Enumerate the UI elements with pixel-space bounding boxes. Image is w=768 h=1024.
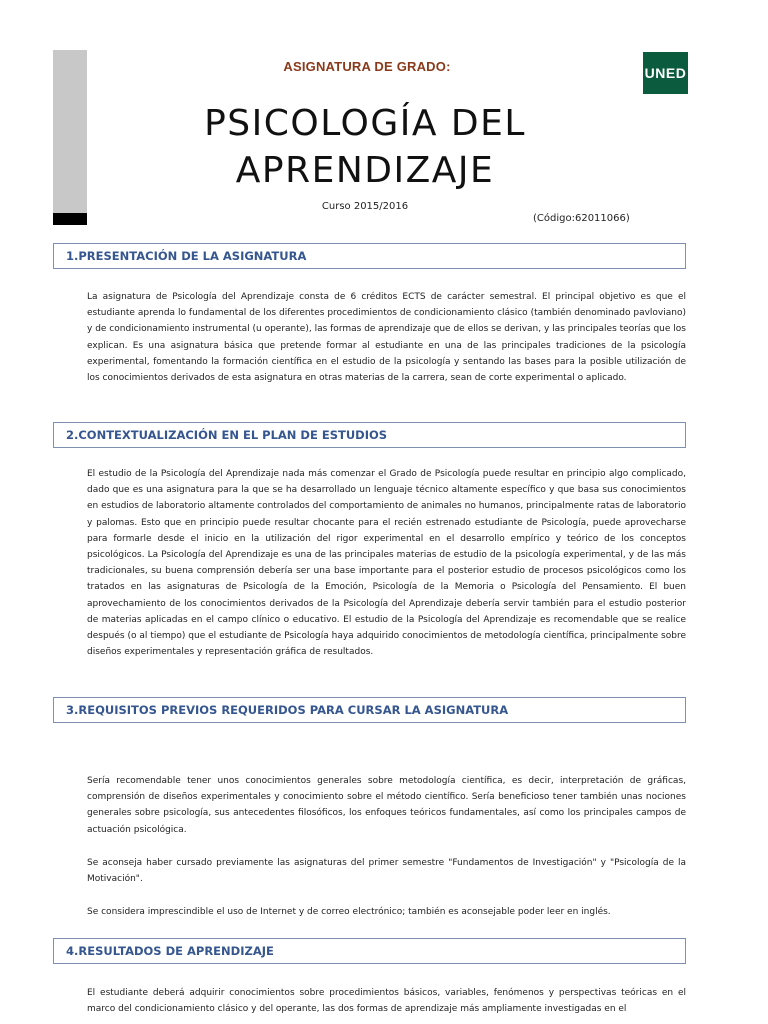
decorative-side-block (53, 213, 87, 225)
course-year: Curso 2015/2016 (321, 201, 409, 212)
title-line-1: PSICOLOGÍA DEL (204, 103, 526, 144)
title-line-2: APRENDIZAJE (235, 150, 495, 191)
section-paragraph: Se considera imprescindible el uso de Internet y de correo electrónico; también es aconsejable poder leer en inglés. (87, 907, 611, 917)
section-heading-learning-outcomes: 4.RESULTADOS DE APRENDIZAJE (53, 938, 686, 964)
section-paragraph: El estudiante deberá adquirir conocimientos sobre procedimientos básicos, variables, fenómenos y perspectivas teóricas en el marco del condicionamiento clásico y del operante, las dos formas de aprendizaje más ampliamente investigadas en el (87, 988, 686, 1015)
section-paragraph: Se aconseja haber cursado previamente las asignaturas del primer semestre "Fundamentos de Investigación" y "Psicología de la Motivación". (87, 858, 686, 885)
uned-logo: UNED (643, 52, 688, 94)
subject-code: (Código:62011066) (533, 213, 630, 224)
section-heading-presentation: 1.PRESENTACIÓN DE LA ASIGNATURA (53, 243, 686, 269)
section-heading-context: 2.CONTEXTUALIZACIÓN EN EL PLAN DE ESTUDIOS (53, 422, 686, 448)
section-paragraph: El estudio de la Psicología del Aprendizaje nada más comenzar el Grado de Psicología puede resultar en principio algo complicado, dado que es una asignatura para la que se ha desarrollado un lenguaje técnico altamente específico y que basa sus conocimientos en estudios de laboratorio altamente controlados del comportamiento de animales no humanos, principalmente ratas de laboratorio y palomas. Esto que en principio puede resultar chocante para el recién estrenado estudiante de Psicología, puede aprovecharse para formarle desde el inicio en la utilización del rigor experimental en el desarrollo empírico y teórico de los conceptos psicológicos. La Psicología del Aprendizaje es una de las principales materias de estudio de la psicología experimental, y de las más tradicionales, su buena comprensión debería ser una base importante para el posterior estudio de procesos psicológicos como los tratados en las asignaturas de Psicología de la Emoción, Psicología de la Memoria o Psicología del Pensamiento. El buen aprovechamiento de los conocimientos derivados de la Psicología del Aprendizaje debería servir también para el estudio posterior de materias aplicadas en el campo clínico o educativo. El estudio de la Psicología del Aprendizaje es recomendable que se realice después (o al tiempo) que el estudiante de Psicología haya adquirido conocimientos de metodología científica, principalmente sobre diseños experimentales y representación gráfica de resultados. (87, 469, 686, 658)
section-paragraph: La asignatura de Psicología del Aprendizaje consta de 6 créditos ECTS de carácter semestral. El principal objetivo es que el estudiante aprenda lo fundamental de los diferentes procedimientos de condicionamiento clásico (también denominado pavloviano) y de condicionamiento instrumental (u operante), las formas de aprendizaje que de ellos se derivan, y las principales teorías que los explican. Es una asignatura básica que pretende formar al estudiante en una de las principales tradiciones de la psicología experimental, fomentando la formación científica en el estudio de la psicología y sentando las bases para la posible utilización de los conocimientos derivados de esta asignatura en otras materias de la carrera, sean de corte experimental o aplicado. (87, 292, 686, 384)
section-paragraph: Sería recomendable tener unos conocimientos generales sobre metodología científica, es decir, interpretación de gráficas, comprensión de diseños experimentales y conocimiento sobre el método científico. Sería beneficioso tener también unas nociones generales sobre psicología, sus antecedentes filosóficos, los enfoques teóricos fundamentales, así como los principales campos de actuación psicológica. (87, 776, 686, 835)
subject-kicker: ASIGNATURA DE GRADO: (283, 59, 451, 74)
section-heading-requirements: 3.REQUISITOS PREVIOS REQUERIDOS PARA CURSAR LA ASIGNATURA (53, 697, 686, 723)
decorative-side-bar (53, 50, 87, 213)
page-title (120, 100, 610, 194)
